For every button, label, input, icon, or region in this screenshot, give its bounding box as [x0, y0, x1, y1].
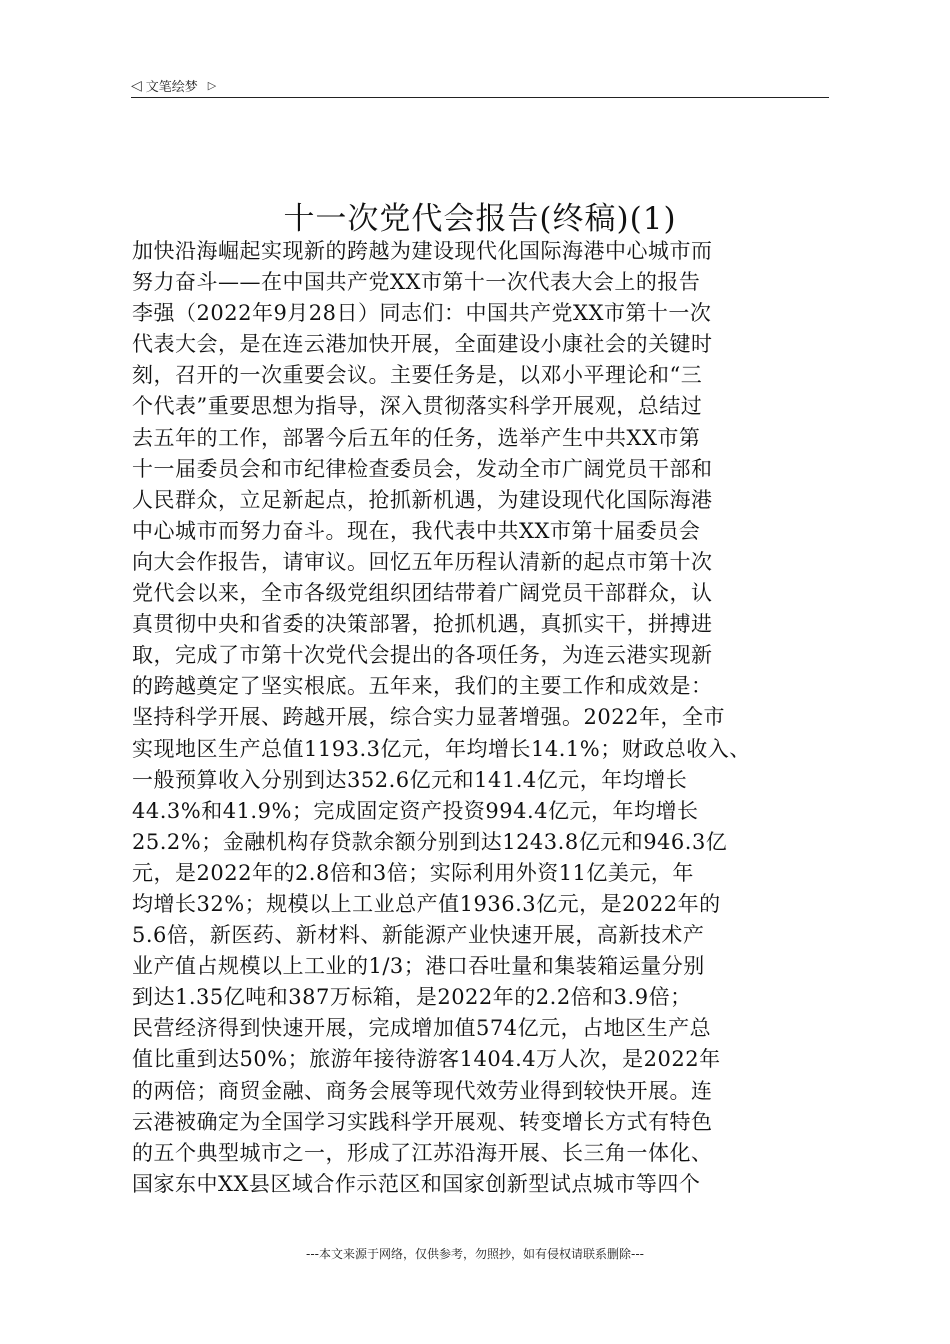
triangle-left-icon: ◁ [131, 77, 142, 94]
body-line: 中心城市而努力奋斗。现在，我代表中共XX市第十届委员会 [132, 518, 701, 543]
body-line: 实现地区生产总值1193.3亿元，年均增长14.1%；财政总收入、 [132, 736, 751, 761]
body-line: 努力奋斗——在中国共产党XX市第十一次代表大会上的报告 [132, 270, 701, 295]
body-line: 均增长32%；规模以上工业总产值1936.3亿元，是2022年的 [132, 891, 721, 916]
body-line: 坚持科学开展、跨越开展，综合实力显著增强。2022年，全市 [132, 705, 725, 730]
body-line: 人民群众，立足新起点，抢抓新机遇，为建设现代化国际海港 [132, 487, 713, 512]
body-line: 云港被确定为全国学习实践科学开展观、转变增长方式有特色 [132, 1109, 713, 1134]
body-line: 业产值占规模以上工业的1/3；港口吞吐量和集装箱运量分别 [132, 954, 705, 979]
body-line: 的两倍；商贸金融、商务会展等现代效劳业得到较快开展。连 [132, 1078, 713, 1103]
body-line: 44.3%和41.9%；完成固定资产投资994.4亿元，年均增长 [132, 798, 699, 823]
body-line: 向大会作报告，请审议。回忆五年历程认清新的起点市第十次 [132, 549, 713, 574]
body-line: 党代会以来，全市各级党组织团结带着广阔党员干部群众，认 [132, 581, 713, 606]
body-line: 取，完成了市第十次党代会提出的各项任务，为连云港实现新 [132, 643, 713, 668]
footer-notice: ---本文来源于网络，仅供参考，勿照抄，如有侵权请联系删除--- [306, 1247, 644, 1261]
body-line: 代表大会，是在连云港加快开展，全面建设小康社会的关键时 [132, 332, 713, 357]
header-divider [131, 97, 829, 98]
body-line: 国家东中XX县区域合作示范区和国家创新型试点城市等四个 [132, 1171, 701, 1196]
body-line: 加快沿海崛起实现新的跨越为建设现代化国际海港中心城市而 [132, 239, 713, 263]
body-line: 元，是2022年的2.8倍和3倍；实际利用外资11亿美元，年 [132, 860, 694, 885]
body-line: 到达1.35亿吨和387万标箱，是2022年的2.2倍和3.9倍； [132, 985, 692, 1010]
body-line: 的五个典型城市之一，形成了江苏沿海开展、长三角一体化、 [132, 1140, 713, 1165]
body-line: 民营经济得到快速开展，完成增加值574亿元，占地区生产总 [132, 1016, 712, 1041]
body-line: 值比重到达50%；旅游年接待游客1404.4万人次，是2022年 [132, 1047, 721, 1072]
triangle-right-icon: ▷ [207, 78, 217, 92]
body-line: 去五年的工作，部署今后五年的任务，选举产生中共XX市第 [132, 425, 701, 450]
body-line: 个代表”重要思想为指导，深入贯彻落实科学开展观，总结过 [132, 394, 703, 419]
body-line: 25.2%；金融机构存贷款余额分别到达1243.8亿元和946.3亿 [132, 829, 728, 854]
body-line: 十一届委员会和市纪律检查委员会，发动全市广阔党员干部和 [132, 456, 713, 481]
page-header [131, 76, 216, 95]
header-label: 文笔绘梦 [145, 80, 198, 95]
body-line: 一般预算收入分别到达352.6亿元和141.4亿元，年均增长 [132, 767, 688, 792]
body-line: 5.6倍，新医药、新材料、新能源产业快速开展，高新技术产 [132, 923, 705, 948]
body-line: 真贯彻中央和省委的决策部署，抢抓机遇，真抓实干，拼搏进 [132, 612, 713, 637]
body-line: 李强（2022年9月28日）同志们：中国共产党XX市第十一次 [132, 301, 712, 326]
body-line: 的跨越奠定了坚实根底。五年来，我们的主要工作和成效是： [132, 674, 713, 699]
body-line: 刻，召开的一次重要会议。主要任务是，以邓小平理论和“三 [132, 363, 703, 388]
document-body [132, 236, 832, 1200]
document-title: 十一次党代会报告(终稿)(1) [283, 200, 677, 237]
